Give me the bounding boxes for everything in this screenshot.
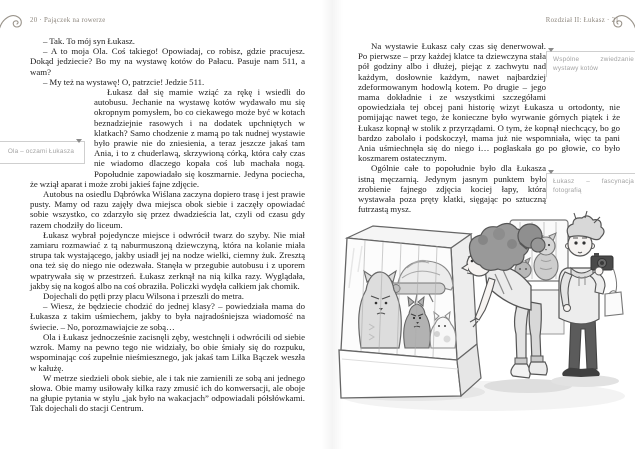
note-marker-icon [76, 139, 82, 143]
illustration [333, 210, 631, 446]
paragraph: – Tak. To mój syn Łukasz. [43, 36, 136, 46]
running-head-left: 20 · Pajączek na rowerze [30, 17, 106, 24]
margin-note-ola [0, 138, 94, 170]
margin-note-text: Łukasz – fascynacja fotografią [553, 178, 634, 194]
corner-flourish-icon [0, 10, 26, 34]
paragraph: Ola i Łukasz jednocześnie zacisnęli zęby, westchnęli i odwrócili od siebie wzrok. Mamy na pewno tego nie widziały, bo obie śmiały się do rozpuku, wspominając coś zupełnie nieśmiesznego, jak jakaś tam Lilka Bączek weszła w kałużę. [30, 331, 305, 373]
right-page [330, 0, 635, 449]
paragraph: – My też na wystawę! O, patrzcie! Jedzie 511. [43, 76, 205, 87]
margin-note-text: Wspólne zwiedzanie wystawy kotów [553, 56, 634, 72]
paragraph: Łukasz – fascynacja fotografią Ogólnie całe to popołudnie było dla Łukasza istną męczarnią. Jedynym jasnym punktem było zrobienie fajnego zdjęcia kociej łapy, która wystawała poza pręty klatki, sięgając po sztuczną futrzastą mysz. [358, 163, 634, 215]
quiff-hair [567, 211, 604, 240]
margin-note-wystawa [546, 51, 635, 95]
note-marker-icon [548, 170, 554, 174]
paragraph: Autobus na osiedlu Dąbrówka Wiślana zaczyna dopiero trasę i jest prawie pusty. Mamy od razu zajęły dwa miejsca obok siebie i zaczęły opowiadać sobie wszystko, co zdarzyło się przez dwadzieścia lat, czyli od czasu gdy razem chodziły do liceum. [30, 189, 305, 230]
paragraph: – Wiesz, że będziecie chodzić do jednej klasy? – powiedziała mama do Łukasza z takim uśmiechem, jakby to była najradośniejsza wiadomość na świecie. – No, porozmawiajcie ze sobą… [30, 301, 305, 332]
running-head-right: Rozdział II: Łukasz · 21 [545, 17, 619, 24]
paragraph: Wspólne zwiedzanie wystawy kotów Na wystawie Łukasz cały czas się denerwował. Po pierwsze – przy każdej klatce ta dziewczyna stała pół godziny albo i dłużej, piejąc z zachwytu nad każdym, dosłownie każdym, nawet najbardziej zdeformowanym hodowlą kotem. Po drugie – jego mama dokładnie i ze wszystkimi szczegółami opowiedziała tej obcej pani historię wizyt Łukasza u ortodonty, nie pomijając nawet tego, że konieczne było wyrwanie górnych piątek i że Łukasz kopnął w stolik z przyrządami. O tym, że kopnął niechcący, bo go bardzo zabolało i podskoczył, mama już nie wspomniała, więc ta pani Ania uśmiechnęła się do niego i… pogłaskała go po głowie, co było koszmarem ostatecznym. [358, 41, 634, 164]
right-text-column [358, 0, 634, 215]
boy-with-camera [559, 211, 623, 377]
paragraph: Ola – oczami Łukasza Łukasz dał się mamie wziąć za rękę i wsiedli do autobusu. Jechanie na wystawę kotów wydawało mu się okropnym pomysłem, bo co ciekawego może być w kotach beznadziejnie rasowych i na dodatek upchniętych w klatkach? Samo chodzenie z mamą po tak nudnej wystawie było prawie nie do zniesienia, a teraz jeszcze jakaś tam Ania, i to z chuderlawą, skrzywioną córką, która cały czas nie wiadomo dlaczego kopała coś lub machała nogą. Popołudnie zapowiadało się koszmarnie. Jedyna pociecha, że wziął aparat i może zrobi jakieś fajne zdjęcie. [30, 87, 305, 189]
paragraph: Łukasz wybrał pojedyncze miejsce i odwrócił twarz do szyby. Nie miał zamiaru rozmawiać z tą naburmuszoną dziewczyną, która na kolanie miała strupa tak wystającego, jakby usiadł jej na nodze wielki, ciemny żuk. Zresztą ona też się do niego nie odezwała. Stanęła w przegubie autobusu i z uporem wpatrywała się w przestrzeń. Łukasz zerknął na nią kilka razy. Wyglądała, jakby się na kogoś albo na coś obraziła. Policzki wydęła całkiem jak chomik. [30, 229, 305, 291]
note-marker-icon [548, 48, 554, 52]
cat-show-illustration [333, 210, 631, 446]
paragraph: – A to moja Ola. Coś takiego! Opowiadaj, co robisz, gdzie pracujesz. Dokąd jedziecie? Bo my na wystawę kotów do Pałacu. Pasuje nam 511, a wam? [30, 46, 305, 77]
margin-note-fotografia [546, 173, 635, 195]
paragraph: Dojechali do pętli przy placu Wilsona i przeszli do metra. [43, 291, 244, 302]
large-cat-cage [339, 226, 481, 398]
left-text-column [7, 0, 305, 414]
paragraph: W metrze siedzieli obok siebie, ale i tak nie zamienili ze sobą ani jednego słowa. Obie mamy usiłowały kilka razy zmusić ich do konwersacji, ale oboje na głupie pytania w stylu „jak było na wakacjach” odpowiadali półsłówkami. Tak dojechali do stacji Centrum. [30, 372, 305, 414]
shopping-bag [605, 268, 623, 316]
margin-note-text: Ola – oczami Łukasza [7, 148, 75, 156]
